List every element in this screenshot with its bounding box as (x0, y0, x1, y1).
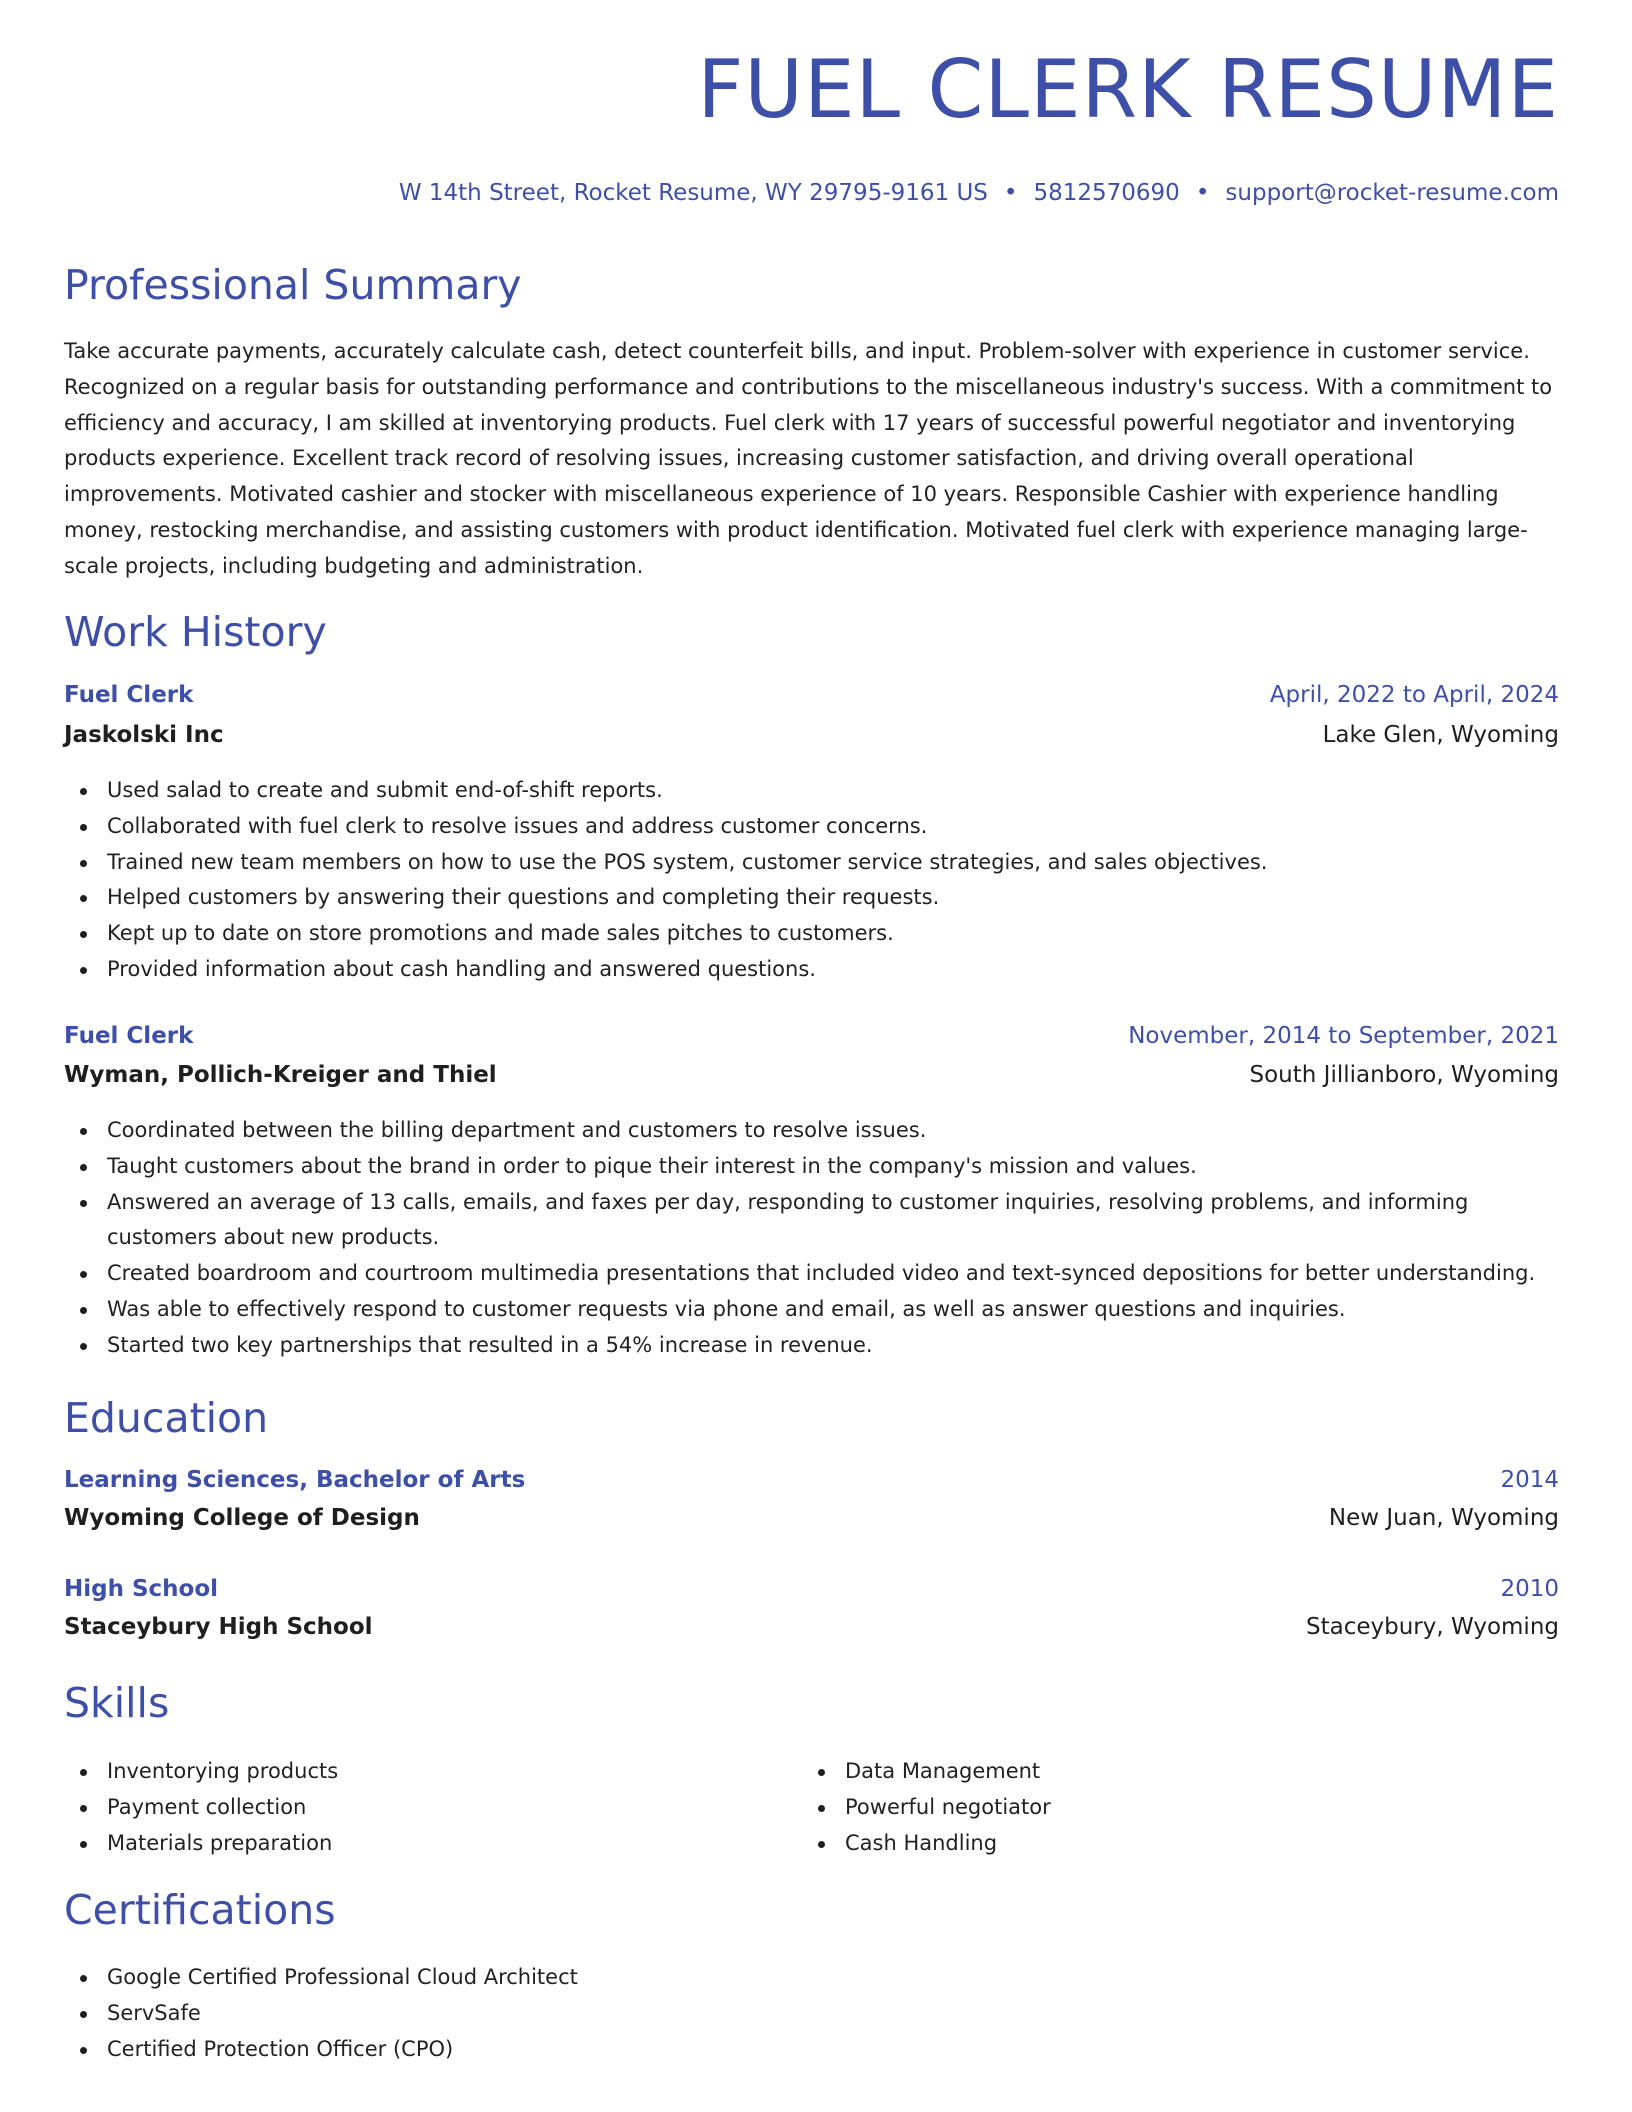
job-dates: April, 2022 to April, 2024 (1269, 682, 1559, 708)
education-school: Wyoming College of Design (64, 1505, 420, 1531)
contact-line (399, 180, 1559, 206)
job-dates: November, 2014 to September, 2021 (1128, 1023, 1559, 1049)
contact-phone[interactable]: 5812570690 (1033, 180, 1180, 206)
education-degree: High School (64, 1576, 219, 1602)
job-bullet: Kept up to date on store promotions and made sales pitches to customers. (107, 916, 1602, 952)
certification-item: Google Certified Professional Cloud Architect (107, 1960, 1602, 1996)
job-bullet-list (64, 1113, 1602, 1364)
skill-item: Payment collection (107, 1790, 807, 1826)
job-header (64, 1023, 1559, 1055)
job-subheader (64, 722, 1559, 754)
job-bullet: Taught customers about the brand in order to pique their interest in the company's mission and values. (107, 1149, 1602, 1185)
skills-list-right (802, 1754, 1545, 1861)
education-school: Staceybury High School (64, 1614, 373, 1640)
education-heading: Education (64, 1394, 269, 1442)
summary-text: Take accurate payments, accurately calculate cash, detect counterfeit bills, and input. Problem-solver with experience in customer service. Recognized on a regular basis for outstanding performance and contributions to the miscellaneous industry's success. With a commitment to efficiency and accuracy, I am skilled at inventorying products. Fuel clerk with 17 years of successful powerful negotiator and inventorying products experience. Excellent track record of resolving issues, increasing customer satisfaction, and driving overall operational improvements. Motivated cashier and stocker with miscellaneous experience of 10 years. Responsible Cashier with experience handling money, restocking merchandise, and assisting customers with product identification. Motivated fuel clerk with experience managing large-scale projects, including budgeting and administration. (64, 339, 1553, 578)
education-subheader (64, 1505, 1559, 1537)
education-degree: Learning Sciences, Bachelor of Arts (64, 1467, 526, 1493)
education-header (64, 1467, 1559, 1499)
education-location: New Juan, Wyoming (1328, 1505, 1559, 1531)
summary-heading: Professional Summary (64, 261, 522, 309)
contact-address: W 14th Street, Rocket Resume, WY 29795-9161 US (398, 180, 988, 206)
job-header (64, 682, 1559, 714)
job-bullet: Collaborated with fuel clerk to resolve issues and address customer concerns. (107, 809, 1602, 845)
job-location: South Jillianboro, Wyoming (1249, 1062, 1559, 1088)
certification-item: Certified Protection Officer (CPO) (107, 2032, 1602, 2068)
certification-item: ServSafe (107, 1996, 1602, 2032)
certifications-heading: Certifications (64, 1886, 336, 1934)
education-subheader (64, 1614, 1559, 1646)
education-location: Staceybury, Wyoming (1306, 1614, 1559, 1640)
education-header (64, 1576, 1559, 1608)
contact-email[interactable]: support@rocket-resume.com (1225, 180, 1559, 206)
job-bullet: Started two key partnerships that resulted in a 54% increase in revenue. (107, 1328, 1602, 1364)
work-history-heading: Work History (64, 608, 327, 656)
job-location: Lake Glen, Wyoming (1322, 722, 1559, 748)
skill-item: Powerful negotiator (845, 1790, 1545, 1826)
job-subheader (64, 1062, 1559, 1094)
job-bullet: Created boardroom and courtroom multimedia presentations that included video and text-synced depositions for better understanding. (107, 1256, 1602, 1292)
job-company: Wyman, Pollich-Kreiger and Thiel (64, 1062, 497, 1088)
job-bullet: Was able to effectively respond to customer requests via phone and email, as well as answer questions and inquiries. (107, 1292, 1602, 1328)
job-bullet-list (64, 773, 1602, 988)
skill-item: Cash Handling (845, 1826, 1545, 1862)
contact-separator: • (1003, 180, 1018, 206)
education-year: 2014 (1500, 1467, 1559, 1493)
resume-title: FUEL CLERK RESUME (697, 43, 1559, 136)
job-bullet: Used salad to create and submit end-of-shift reports. (107, 773, 1602, 809)
job-bullet: Coordinated between the billing department and customers to resolve issues. (107, 1113, 1602, 1149)
skill-item: Data Management (845, 1754, 1545, 1790)
skill-item: Materials preparation (107, 1826, 807, 1862)
job-company: Jaskolski Inc (64, 722, 224, 748)
education-year: 2010 (1500, 1576, 1559, 1602)
job-title: Fuel Clerk (64, 1023, 194, 1049)
skills-heading: Skills (64, 1679, 170, 1727)
contact-separator: • (1195, 180, 1210, 206)
job-bullet: Trained new team members on how to use the POS system, customer service strategies, and sales objectives. (107, 845, 1602, 881)
skill-item: Inventorying products (107, 1754, 807, 1790)
job-bullet: Helped customers by answering their questions and completing their requests. (107, 880, 1602, 916)
certifications-list (64, 1960, 1602, 2067)
job-bullet: Answered an average of 13 calls, emails, and faxes per day, responding to customer inquiries, resolving problems, and informing customers about new products. (107, 1185, 1602, 1257)
job-title: Fuel Clerk (64, 682, 194, 708)
job-bullet: Provided information about cash handling and answered questions. (107, 952, 1602, 988)
skills-list-left (64, 1754, 807, 1861)
